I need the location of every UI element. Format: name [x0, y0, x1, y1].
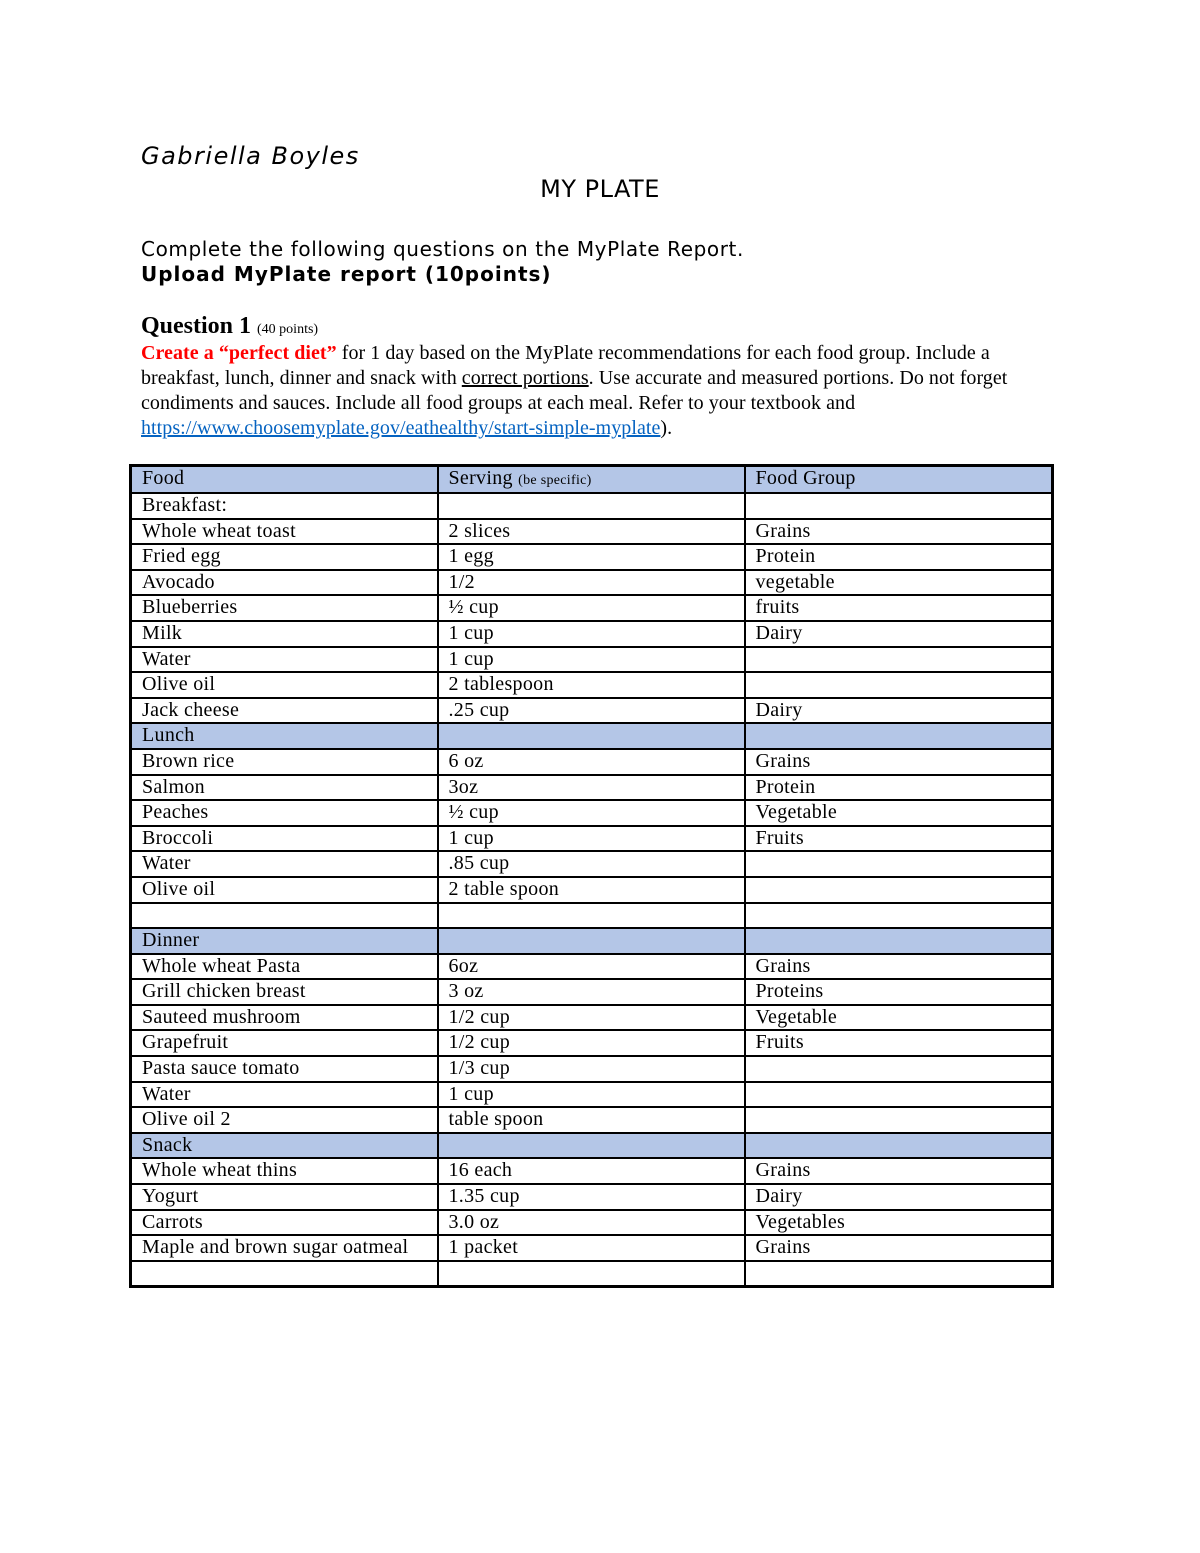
- cell-food: Peaches: [131, 800, 438, 826]
- cell-food-group: Dairy: [745, 621, 1053, 647]
- myplate-link[interactable]: https://www.choosemyplate.gov/eathealthy/start-simple-myplate: [141, 417, 661, 439]
- question-body: [141, 341, 1061, 441]
- cell-food-group: Vegetable: [745, 1005, 1053, 1031]
- cell-food: Olive oil 2: [131, 1107, 438, 1133]
- cell-food-group: [745, 1082, 1053, 1108]
- cell-food-group: fruits: [745, 595, 1053, 621]
- table-section-row: [131, 928, 1053, 954]
- header-food-group: Food Group: [745, 466, 1053, 494]
- table-row: [131, 1005, 1053, 1031]
- table-row: [131, 851, 1053, 877]
- cell-serving: [438, 903, 745, 929]
- author-name: Gabriella Boyles: [141, 142, 360, 170]
- table-row: [131, 954, 1053, 980]
- table-row: [131, 595, 1053, 621]
- question-text-2: . Use accurate and measured portions. Do not forget condiments and sauces. Include all food groups at each meal. Refer to your textbook and: [141, 367, 1008, 414]
- cell-food-group: Protein: [745, 544, 1053, 570]
- cell-serving: 1/2 cup: [438, 1030, 745, 1056]
- cell-food: Water: [131, 647, 438, 673]
- cell-serving: 1/2 cup: [438, 1005, 745, 1031]
- cell-food-group: Fruits: [745, 826, 1053, 852]
- cell-serving: .25 cup: [438, 698, 745, 724]
- cell-food: Sauteed mushroom: [131, 1005, 438, 1031]
- cell-food: Broccoli: [131, 826, 438, 852]
- cell-food-group: [745, 1056, 1053, 1082]
- cell-serving: 1 cup: [438, 826, 745, 852]
- cell-food: Water: [131, 851, 438, 877]
- cell-food: Carrots: [131, 1210, 438, 1236]
- cell-food: Avocado: [131, 570, 438, 596]
- cell-food: Grill chicken breast: [131, 979, 438, 1005]
- cell-food: Milk: [131, 621, 438, 647]
- cell-serving: 1 cup: [438, 621, 745, 647]
- question-text-1: for 1 day based on the MyPlate recommendations for each food group. Include a breakfast, lunch, dinner and snack with: [141, 342, 990, 389]
- cell-food: Lunch: [131, 723, 438, 749]
- cell-serving: 3 oz: [438, 979, 745, 1005]
- cell-food: Dinner: [131, 928, 438, 954]
- table-row: [131, 903, 1053, 929]
- cell-serving: 2 table spoon: [438, 877, 745, 903]
- header-food: Food: [131, 466, 438, 494]
- table-row: [131, 979, 1053, 1005]
- cell-serving: [438, 1133, 745, 1159]
- cell-food-group: Vegetables: [745, 1210, 1053, 1236]
- cell-food-group: Vegetable: [745, 800, 1053, 826]
- table-row: [131, 775, 1053, 801]
- question-underlined: correct portions: [461, 367, 589, 389]
- cell-serving: 2 slices: [438, 519, 745, 545]
- cell-serving: .85 cup: [438, 851, 745, 877]
- table-row: [131, 519, 1053, 545]
- cell-food-group: [745, 877, 1053, 903]
- cell-serving: ½ cup: [438, 800, 745, 826]
- cell-serving: 1 cup: [438, 1082, 745, 1108]
- page-title: MY PLATE: [540, 175, 660, 203]
- table-row: [131, 749, 1053, 775]
- cell-food-group: [745, 1261, 1053, 1287]
- cell-serving: 1 egg: [438, 544, 745, 570]
- cell-food: Pasta sauce tomato: [131, 1056, 438, 1082]
- table-row: [131, 621, 1053, 647]
- table-row: [131, 1235, 1053, 1261]
- question-text-3: ).: [660, 417, 673, 439]
- cell-food-group: [745, 903, 1053, 929]
- table-section-row: [131, 1133, 1053, 1159]
- table-row: [131, 1261, 1053, 1287]
- cell-food-group: vegetable: [745, 570, 1053, 596]
- table-row: [131, 698, 1053, 724]
- cell-food-group: Grains: [745, 1158, 1053, 1184]
- cell-food: [131, 903, 438, 929]
- table-row: [131, 826, 1053, 852]
- table-row: [131, 1030, 1053, 1056]
- cell-serving: 1 packet: [438, 1235, 745, 1261]
- cell-food: Blueberries: [131, 595, 438, 621]
- cell-serving: 16 each: [438, 1158, 745, 1184]
- question-heading: [141, 313, 318, 340]
- header-serving: [438, 466, 745, 494]
- cell-serving: 2 tablespoon: [438, 672, 745, 698]
- table-header-row: [131, 466, 1053, 494]
- cell-serving: 1/3 cup: [438, 1056, 745, 1082]
- table-row: [131, 647, 1053, 673]
- question-label: Question 1: [141, 313, 252, 339]
- cell-serving: [438, 928, 745, 954]
- table-row: [131, 1184, 1053, 1210]
- cell-food: Breakfast:: [131, 493, 438, 519]
- table-row: [131, 877, 1053, 903]
- table-section-row: [131, 723, 1053, 749]
- cell-food: Jack cheese: [131, 698, 438, 724]
- header-serving-label: Serving: [448, 467, 513, 489]
- cell-food-group: Grains: [745, 1235, 1053, 1261]
- cell-food-group: [745, 723, 1053, 749]
- table-row: [131, 570, 1053, 596]
- cell-food: Whole wheat toast: [131, 519, 438, 545]
- cell-serving: 6 oz: [438, 749, 745, 775]
- cell-food: Whole wheat Pasta: [131, 954, 438, 980]
- cell-food-group: [745, 1107, 1053, 1133]
- cell-food: Maple and brown sugar oatmeal: [131, 1235, 438, 1261]
- cell-food-group: [745, 672, 1053, 698]
- cell-food-group: Proteins: [745, 979, 1053, 1005]
- cell-food-group: Fruits: [745, 1030, 1053, 1056]
- table-row: [131, 1082, 1053, 1108]
- table-row: [131, 1210, 1053, 1236]
- cell-food-group: [745, 647, 1053, 673]
- cell-food-group: Grains: [745, 954, 1053, 980]
- cell-food-group: [745, 851, 1053, 877]
- table-row: [131, 672, 1053, 698]
- cell-food-group: Protein: [745, 775, 1053, 801]
- cell-food: Yogurt: [131, 1184, 438, 1210]
- cell-serving: [438, 493, 745, 519]
- question-points: (40 points): [257, 322, 319, 337]
- table-row: [131, 1107, 1053, 1133]
- cell-serving: 6oz: [438, 954, 745, 980]
- cell-food-group: Dairy: [745, 1184, 1053, 1210]
- question-lead: Create a “perfect diet”: [141, 342, 337, 364]
- cell-food: Olive oil: [131, 672, 438, 698]
- cell-serving: ½ cup: [438, 595, 745, 621]
- table-row: [131, 800, 1053, 826]
- cell-food: [131, 1261, 438, 1287]
- cell-food-group: Dairy: [745, 698, 1053, 724]
- upload-instruction: Upload MyPlate report (10points): [141, 262, 552, 286]
- cell-food: Grapefruit: [131, 1030, 438, 1056]
- cell-food-group: [745, 928, 1053, 954]
- header-serving-note: (be specific): [518, 473, 592, 488]
- cell-serving: 1/2: [438, 570, 745, 596]
- cell-food-group: [745, 1133, 1053, 1159]
- cell-food: Water: [131, 1082, 438, 1108]
- cell-serving: 3oz: [438, 775, 745, 801]
- cell-food-group: Grains: [745, 519, 1053, 545]
- cell-food-group: Grains: [745, 749, 1053, 775]
- cell-food: Brown rice: [131, 749, 438, 775]
- table-row: [131, 1158, 1053, 1184]
- cell-food: Whole wheat thins: [131, 1158, 438, 1184]
- table-row: [131, 544, 1053, 570]
- cell-food: Olive oil: [131, 877, 438, 903]
- cell-food-group: [745, 493, 1053, 519]
- cell-serving: [438, 1261, 745, 1287]
- instruction-text: Complete the following questions on the MyPlate Report.: [141, 237, 744, 261]
- cell-food: Fried egg: [131, 544, 438, 570]
- cell-serving: 3.0 oz: [438, 1210, 745, 1236]
- cell-serving: table spoon: [438, 1107, 745, 1133]
- table-row: [131, 493, 1053, 519]
- cell-food: Salmon: [131, 775, 438, 801]
- diet-table: [129, 464, 1054, 1288]
- cell-food: Snack: [131, 1133, 438, 1159]
- cell-serving: [438, 723, 745, 749]
- cell-serving: 1.35 cup: [438, 1184, 745, 1210]
- table-row: [131, 1056, 1053, 1082]
- cell-serving: 1 cup: [438, 647, 745, 673]
